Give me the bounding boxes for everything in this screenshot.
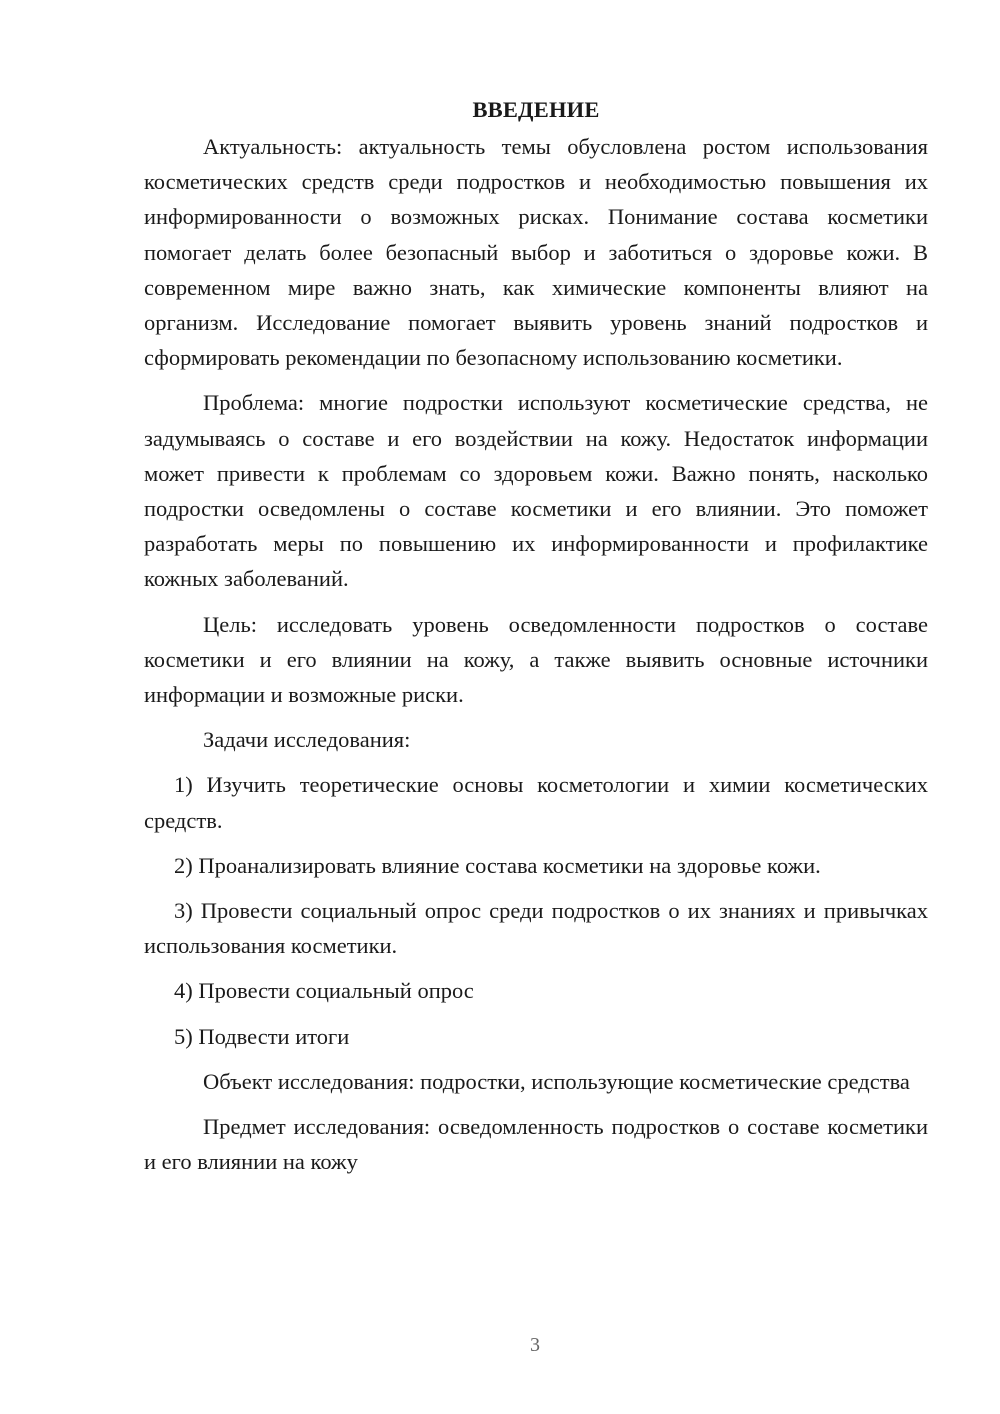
paragraph-goal: Цель: исследовать уровень осведомленности подростков о составе косметики и его влиянии на кожу, а также выявить основные источники информации и возможные риски. — [144, 611, 928, 708]
task-item-4: 4) Провести социальный опрос — [174, 978, 474, 1004]
paragraph-tasks-heading: Задачи исследования: — [203, 727, 411, 753]
task-item-1: 1) Изучить теоретические основы косметологии и химии косметических средств. — [144, 772, 928, 833]
task-item-5: 5) Подвести итоги — [174, 1023, 350, 1049]
page-title: ВВЕДЕНИЕ — [472, 97, 600, 122]
page-number: 3 — [530, 1334, 540, 1356]
paragraph-subject: Предмет исследования: осведомленность подростков о составе косметики и его влиянии на кожу — [144, 1114, 928, 1175]
task-item-3: 3) Провести социальный опрос среди подростков о их знаниях и привычках использования косметики. — [144, 898, 928, 959]
paragraph-relevance: Актуальность: актуальность темы обусловлена ростом использования косметических средств среди подростков и необходимостью повышения их информированности о возможных рисках. Понимание состава косметики помогает делать более безопасный выбор и заботиться о здоровье кожи. В современном мире важно знать, как химические компоненты влияют на организм. Исследование помогает выявить уровень знаний подростков и сформировать рекомендации по безопасному использованию косметики. — [144, 134, 928, 371]
paragraph-problem: Проблема: многие подростки используют косметические средства, не задумываясь о составе и его воздействии на кожу. Недостаток информации может привести к проблемам со здоровьем кожи. Важно понять, насколько подростки осведомлены о составе косметики и его влиянии. Это поможет разработать меры по повышению их информированности и профилактике кожных заболеваний. — [144, 390, 928, 592]
document-page — [144, 92, 928, 1179]
paragraph-object: Объект исследования: подростки, использующие косметические средства — [203, 1068, 910, 1094]
task-item-2: 2) Проанализировать влияние состава косметики на здоровье кожи. — [174, 852, 821, 878]
